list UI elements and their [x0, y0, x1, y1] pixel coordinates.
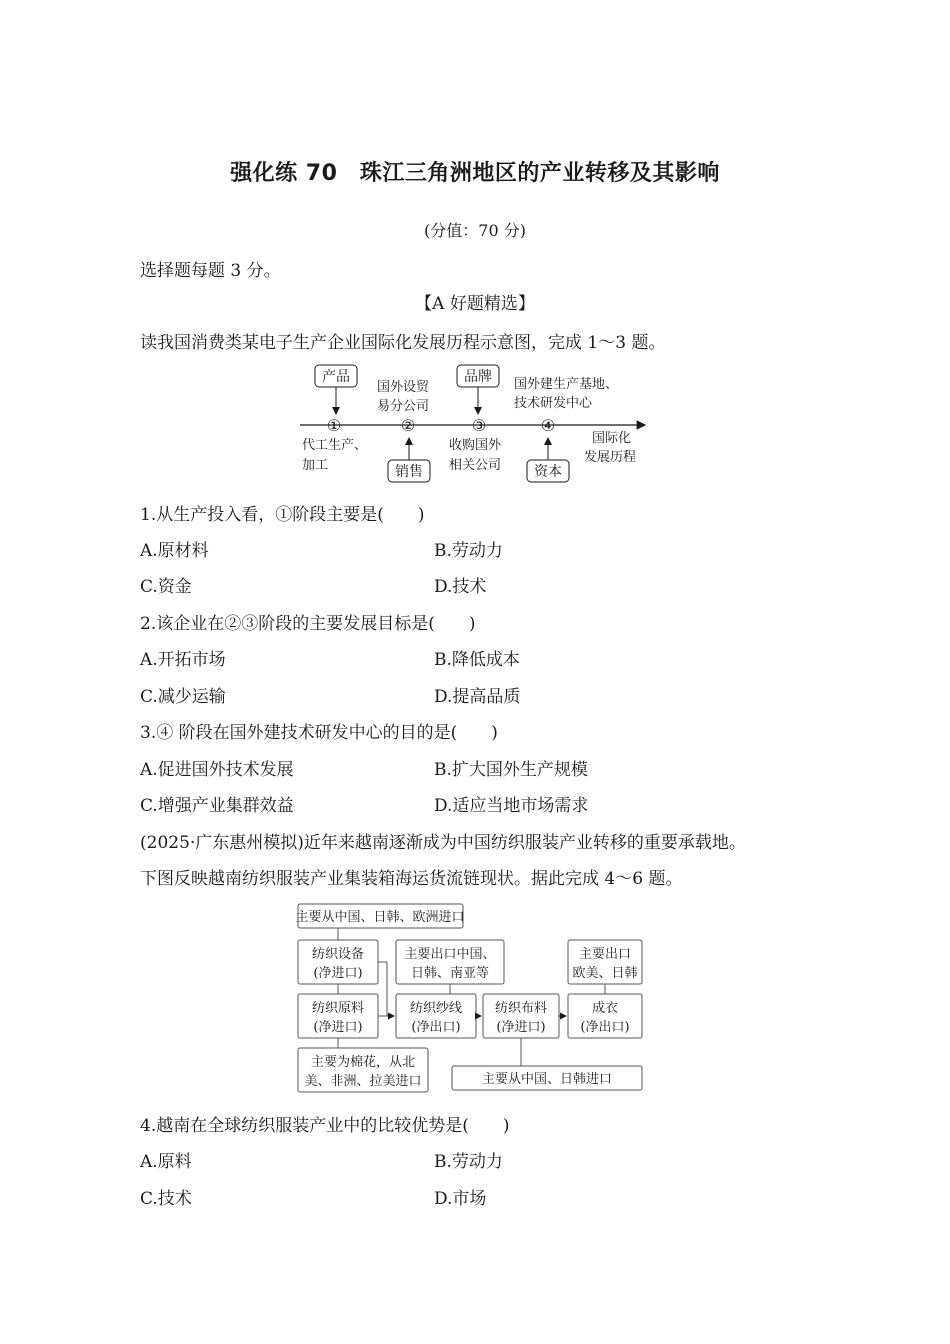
- equipment-label-1: 纺织设备: [311, 947, 365, 962]
- q1-option-d: D.技术: [434, 577, 487, 597]
- stage-2: ②: [400, 416, 416, 435]
- cotton-label-2: 美、非洲、拉美进口: [304, 1074, 422, 1089]
- stage-1: ①: [326, 416, 342, 435]
- import-bottom-label: 主要从中国、日韩进口: [481, 1072, 613, 1087]
- q2-option-b: B.降低成本: [434, 650, 520, 670]
- export-garment-label-2: 欧美、日韩: [572, 966, 638, 981]
- instruction-note: 选择题每题 3 分。: [140, 261, 281, 281]
- label-base-1: 国外建生产基地、: [514, 377, 619, 392]
- question-1-stem: 1.从生产投入看，①阶段主要是( ): [140, 505, 425, 525]
- page-title: 强化练 70 珠江三角洲地区的产业转移及其影响: [230, 161, 720, 186]
- q4-option-a: A.原料: [140, 1152, 192, 1172]
- q1-option-a: A.原材料: [140, 541, 209, 561]
- intro-2-line-1: (2025·广东惠州模拟)近年来越南逐渐成为中国纺织服装产业转移的重要承载地。: [140, 833, 746, 853]
- q2-option-d: D.提高品质: [434, 687, 521, 707]
- label-oem-2: 加工: [302, 458, 329, 473]
- q4-option-b: B.劳动力: [434, 1152, 503, 1172]
- yarn-label-2: (净出口): [411, 1020, 461, 1035]
- box-product-label: 产品: [322, 369, 350, 385]
- fabric-label-1: 纺织布料: [494, 1001, 548, 1016]
- import-top-label: 主要从中国、日韩、欧洲进口: [295, 910, 465, 925]
- stage-4: ④: [540, 416, 556, 435]
- label-intl-1: 国际化: [592, 431, 632, 446]
- equipment-label-2: (净进口): [313, 966, 363, 981]
- intro-2-line-2: 下图反映越南纺织服装产业集装箱海运货流链现状。据此完成 4～6 题。: [140, 869, 683, 889]
- yarn-label-1: 纺织纱线: [409, 1001, 463, 1016]
- box-capital-label: 资本: [534, 464, 562, 480]
- label-trade-1: 国外设贸: [377, 380, 430, 395]
- export-yarn-label-1: 主要出口中国、: [404, 947, 496, 962]
- label-acq-1: 收购国外: [449, 438, 502, 453]
- box-brand-label: 品牌: [464, 369, 492, 385]
- fabric-label-2: (净进口): [496, 1020, 546, 1035]
- garment-label-2: (净出口): [580, 1020, 630, 1035]
- stage-3: ③: [471, 416, 487, 435]
- section-heading: 【A 好题精选】: [415, 294, 535, 314]
- question-2-stem: 2.该企业在②③阶段的主要发展目标是( ): [140, 614, 476, 634]
- q2-option-c: C.减少运输: [140, 687, 226, 707]
- question-3-stem: 3.④ 阶段在国外建技术研发中心的目的是( ): [140, 723, 498, 743]
- question-4-stem: 4.越南在全球纺织服装产业中的比较优势是( ): [140, 1116, 510, 1136]
- export-garment-label-1: 主要出口: [578, 947, 632, 962]
- label-oem-1: 代工生产、: [302, 438, 368, 453]
- label-base-2: 技术研发中心: [514, 396, 593, 411]
- label-trade-2: 易分公司: [377, 399, 430, 414]
- q3-option-c: C.增强产业集群效益: [140, 796, 294, 816]
- development-process-diagram: [290, 360, 670, 490]
- q1-option-b: B.劳动力: [434, 541, 503, 561]
- export-yarn-label-2: 日韩、南亚等: [410, 966, 490, 981]
- q2-option-a: A.开拓市场: [140, 650, 226, 670]
- q4-option-d: D.市场: [434, 1189, 487, 1209]
- garment-label-1: 成衣: [591, 1001, 619, 1016]
- label-acq-2: 相关公司: [449, 458, 502, 473]
- intro-1: 读我国消费类某电子生产企业国际化发展历程示意图，完成 1～3 题。: [140, 333, 666, 353]
- score-note: (分值：70 分): [424, 221, 526, 240]
- q3-option-b: B.扩大国外生产规模: [434, 760, 588, 780]
- label-intl-2: 发展历程: [584, 450, 637, 465]
- raw-material-label-2: (净进口): [313, 1020, 363, 1035]
- cotton-label-1: 主要为棉花，从北: [310, 1055, 416, 1070]
- q1-option-c: C.资金: [140, 577, 192, 597]
- q3-option-a: A.促进国外技术发展: [140, 760, 294, 780]
- textile-supply-chain-diagram: [290, 898, 660, 1098]
- box-sales-label: 销售: [395, 464, 423, 480]
- q4-option-c: C.技术: [140, 1189, 192, 1209]
- q3-option-d: D.适应当地市场需求: [434, 796, 589, 816]
- raw-material-label-1: 纺织原料: [311, 1001, 365, 1016]
